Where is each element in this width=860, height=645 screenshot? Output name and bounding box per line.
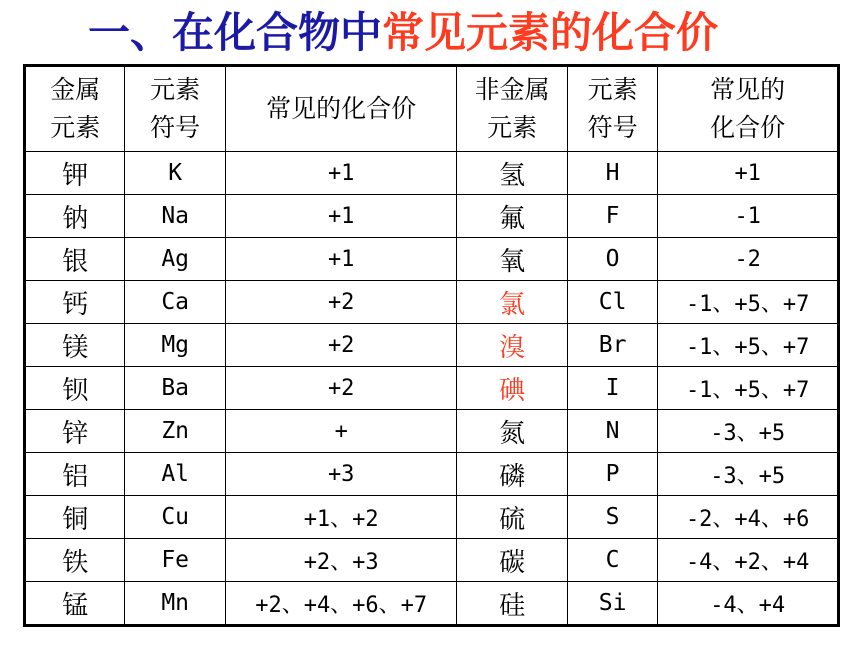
nonmetal-symbol-cell: N xyxy=(567,410,658,453)
nonmetal-element-cell: 氟 xyxy=(457,195,567,238)
title-part-1: 一、在化合物中 xyxy=(88,8,383,57)
header-metal-element xyxy=(25,66,125,152)
nonmetal-symbol-cell: Si xyxy=(567,582,658,626)
table-row xyxy=(25,281,839,324)
metal-symbol-cell: Mg xyxy=(125,324,225,367)
metal-valence-cell: + xyxy=(225,410,457,453)
table-row xyxy=(25,367,839,410)
nonmetal-valence-cell: -1、+5、+7 xyxy=(658,324,839,367)
header-line: 元素 xyxy=(487,113,538,142)
metal-symbol-cell: Cu xyxy=(125,496,225,539)
nonmetal-symbol-cell: O xyxy=(567,238,658,281)
nonmetal-valence-cell: -3、+5 xyxy=(658,410,839,453)
table-row xyxy=(25,496,839,539)
metal-element-cell: 锰 xyxy=(25,582,125,626)
nonmetal-element-cell: 磷 xyxy=(457,453,567,496)
nonmetal-element-cell: 氧 xyxy=(457,238,567,281)
nonmetal-element-cell: 碳 xyxy=(457,539,567,582)
metal-element-cell: 钠 xyxy=(25,195,125,238)
valence-table xyxy=(23,64,840,627)
table-row xyxy=(25,453,839,496)
nonmetal-valence-cell: -2 xyxy=(658,238,839,281)
table-row xyxy=(25,582,839,626)
metal-element-cell: 钾 xyxy=(25,152,125,195)
metal-element-cell: 铜 xyxy=(25,496,125,539)
metal-element-cell: 铁 xyxy=(25,539,125,582)
nonmetal-symbol-cell: C xyxy=(567,539,658,582)
header-line: 化合价 xyxy=(710,113,786,142)
metal-symbol-cell: Al xyxy=(125,453,225,496)
nonmetal-element-cell-highlighted: 碘 xyxy=(457,367,567,410)
nonmetal-element-cell-highlighted: 氯 xyxy=(457,281,567,324)
header-line: 常见的 xyxy=(710,75,786,104)
metal-symbol-cell: Fe xyxy=(125,539,225,582)
header-line: 符号 xyxy=(587,113,638,142)
header-metal-symbol xyxy=(125,66,225,152)
header-nonmetal-valence xyxy=(658,66,839,152)
metal-symbol-cell: Zn xyxy=(125,410,225,453)
header-line: 金属 xyxy=(50,75,101,104)
table-row xyxy=(25,152,839,195)
metal-valence-cell: +2、+3 xyxy=(225,539,457,582)
table-row xyxy=(25,195,839,238)
metal-valence-cell: +2、+4、+6、+7 xyxy=(225,582,457,626)
metal-symbol-cell: Ba xyxy=(125,367,225,410)
table-row xyxy=(25,324,839,367)
metal-element-cell: 锌 xyxy=(25,410,125,453)
nonmetal-element-cell: 氢 xyxy=(457,152,567,195)
metal-element-cell: 钡 xyxy=(25,367,125,410)
header-line: 非金属 xyxy=(474,75,550,104)
metal-symbol-cell: Ca xyxy=(125,281,225,324)
nonmetal-element-cell: 硅 xyxy=(457,582,567,626)
nonmetal-valence-cell: -1、+5、+7 xyxy=(658,367,839,410)
nonmetal-element-cell-highlighted: 溴 xyxy=(457,324,567,367)
metal-valence-cell: +2 xyxy=(225,367,457,410)
metal-element-cell: 银 xyxy=(25,238,125,281)
metal-valence-cell: +1 xyxy=(225,195,457,238)
nonmetal-symbol-cell: F xyxy=(567,195,658,238)
header-line: 元素 xyxy=(50,113,101,142)
metal-element-cell: 镁 xyxy=(25,324,125,367)
header-nonmetal-symbol xyxy=(567,66,658,152)
metal-valence-cell: +3 xyxy=(225,453,457,496)
metal-element-cell: 钙 xyxy=(25,281,125,324)
nonmetal-symbol-cell: P xyxy=(567,453,658,496)
header-metal-valence xyxy=(225,66,457,152)
metal-valence-cell: +2 xyxy=(225,324,457,367)
nonmetal-element-cell: 氮 xyxy=(457,410,567,453)
nonmetal-valence-cell: -1、+5、+7 xyxy=(658,281,839,324)
nonmetal-symbol-cell: I xyxy=(567,367,658,410)
table-header-row xyxy=(25,66,839,152)
metal-symbol-cell: Na xyxy=(125,195,225,238)
nonmetal-valence-cell: -4、+2、+4 xyxy=(658,539,839,582)
nonmetal-valence-cell: +1 xyxy=(658,152,839,195)
metal-element-cell: 铝 xyxy=(25,453,125,496)
metal-valence-cell: +1、+2 xyxy=(225,496,457,539)
metal-valence-cell: +1 xyxy=(225,152,457,195)
metal-symbol-cell: Ag xyxy=(125,238,225,281)
nonmetal-valence-cell: -3、+5 xyxy=(658,453,839,496)
table-row xyxy=(25,238,839,281)
header-line: 元素 xyxy=(150,75,201,104)
page-title xyxy=(88,2,718,64)
nonmetal-valence-cell: -4、+4 xyxy=(658,582,839,626)
metal-valence-cell: +2 xyxy=(225,281,457,324)
header-nonmetal-element xyxy=(457,66,567,152)
nonmetal-valence-cell: -2、+4、+6 xyxy=(658,496,839,539)
nonmetal-valence-cell: -1 xyxy=(658,195,839,238)
table-row xyxy=(25,539,839,582)
metal-symbol-cell: K xyxy=(125,152,225,195)
nonmetal-symbol-cell: S xyxy=(567,496,658,539)
header-line: 常见的化合价 xyxy=(266,94,417,123)
nonmetal-element-cell: 硫 xyxy=(457,496,567,539)
nonmetal-symbol-cell: H xyxy=(567,152,658,195)
nonmetal-symbol-cell: Cl xyxy=(567,281,658,324)
metal-valence-cell: +1 xyxy=(225,238,457,281)
nonmetal-symbol-cell: Br xyxy=(567,324,658,367)
header-line: 元素 xyxy=(587,75,638,104)
table-row xyxy=(25,410,839,453)
header-line: 符号 xyxy=(150,113,201,142)
metal-symbol-cell: Mn xyxy=(125,582,225,626)
title-part-2: 常见元素的化合价 xyxy=(382,8,719,57)
